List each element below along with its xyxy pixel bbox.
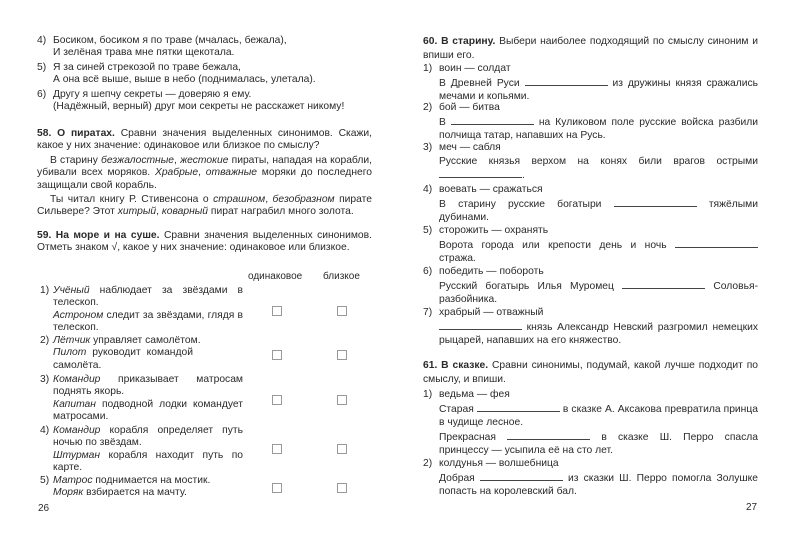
exercise-instruction: Сравни синонимы, подумай, какой лучше подходит по смыслу, и впиши. — [423, 360, 758, 385]
text: тяжёлыми дубинами. — [439, 198, 758, 223]
poem-line: (Надёжный, верный) друг мои секреты не расскажет никому! — [53, 101, 345, 113]
exercise-58-paragraph-2 — [37, 194, 372, 219]
checkbox-row4-close[interactable] — [337, 444, 347, 454]
item-number: 5) — [40, 475, 50, 486]
text: в сказке А. Аксакова превратила принца в чудище лесное. — [439, 403, 758, 428]
synonym: Моряк — [53, 487, 84, 499]
text: моряки до последнего защищали свой корабль. — [37, 167, 372, 191]
synonym: страшном — [213, 194, 266, 205]
poem-line: Босиком, босиком я по траве (мчалась, бежала), — [53, 35, 287, 46]
text: Старая — [439, 403, 477, 415]
text: князь Александр Невский разгромил немецких рыцарей, напавших на его княжество. — [439, 321, 758, 346]
text: приказывает матросам поднять якорь. — [53, 374, 243, 398]
exercise-title: 59. На море и на суше. — [37, 230, 160, 241]
exercise-58-heading — [37, 128, 372, 153]
synonym: Штурман — [53, 449, 101, 461]
item-number: 4) — [40, 425, 50, 436]
exercise-60-item-2 — [423, 101, 758, 143]
exercise-59-row-1 — [37, 285, 372, 334]
synonym: Пилот — [53, 347, 87, 359]
exercise-59-heading — [37, 230, 372, 255]
text: , — [174, 155, 181, 166]
text: подводной лодки командует матросами. — [53, 398, 243, 422]
text: В — [439, 116, 451, 128]
answer-blank[interactable] — [614, 197, 697, 207]
text: . — [522, 170, 525, 181]
exercise-60-item-5 — [423, 224, 758, 266]
synonym-pair: сторожить — охранять — [439, 225, 549, 236]
item-number: 3) — [423, 142, 433, 153]
text: Русский богатырь Илья Муромец — [439, 280, 623, 292]
synonym: безжалостные — [101, 155, 175, 166]
exercise-59-row-3 — [37, 374, 372, 423]
exercise-60-item-6 — [423, 265, 758, 307]
item-number: 1) — [40, 285, 50, 296]
answer-blank[interactable] — [451, 115, 534, 125]
column-header-same: одинаковое — [248, 271, 303, 282]
text: следит за звёздами, глядя в телескоп. — [53, 309, 243, 333]
poem-line: Я за синей стрекозой по траве бежала, — [53, 62, 241, 73]
item-number: 5) — [37, 62, 47, 73]
text: из сказки Ш. Перро помогла Золушке попасть на королевский бал. — [439, 472, 758, 497]
text: пираты, нападая на корабли, убивали всех моряков. — [37, 155, 372, 179]
exercise-title: 61. В сказке. — [423, 360, 489, 371]
exercise-60-heading — [423, 35, 758, 62]
text: В старину русские богатыри — [439, 198, 614, 210]
text: , — [265, 194, 273, 205]
text: управляет самолётом. — [90, 335, 201, 346]
exercise-59-row-2 — [37, 335, 372, 372]
poem-line: Другу я шепчу секреты — доверяю я ему. — [53, 89, 252, 100]
synonym: отважные — [205, 167, 257, 179]
page-number: 26 — [38, 503, 50, 514]
text: Ты читал книгу Р. Стивенсона о — [50, 194, 214, 205]
text: поднимается на мостик. — [92, 475, 211, 486]
synonym: коварный — [161, 206, 209, 218]
synonym: Лётчик — [53, 335, 91, 346]
text: , — [198, 167, 206, 179]
poem-item-6 — [37, 89, 372, 114]
column-header-close: близкое — [323, 271, 360, 282]
text: Русские князья верхом на конях били врагов острыми — [439, 155, 758, 167]
text: Ворота города или крепости день и ночь — [439, 239, 675, 251]
synonym-pair: воин — солдат — [439, 63, 511, 74]
checkbox-row1-same[interactable] — [272, 306, 282, 316]
text: В старину — [50, 155, 102, 166]
checkbox-row4-same[interactable] — [272, 444, 282, 454]
answer-blank[interactable] — [439, 320, 522, 330]
checkbox-row1-close[interactable] — [337, 306, 347, 316]
synonym-pair: колдунья — волшебница — [439, 458, 559, 469]
answer-blank[interactable] — [477, 402, 560, 412]
exercise-title: 60. В старину. — [423, 36, 496, 47]
exercise-61-item-2 — [423, 457, 758, 499]
checkbox-row2-same[interactable] — [272, 350, 282, 360]
exercise-instruction: Сравни значения выделенных синонимов. Отметь знаком √, какое у них значение: одинаковое или близкое. — [37, 230, 372, 254]
exercise-58-paragraph-1 — [37, 155, 372, 192]
item-number: 4) — [423, 184, 433, 195]
synonym-pair: ведьма — фея — [439, 389, 510, 400]
synonym-pair: воевать — сражаться — [439, 184, 543, 195]
synonym-pair: бой — битва — [439, 102, 500, 113]
poem-line: И зелёная трава мне пятки щекотала. — [53, 47, 235, 59]
text: , — [156, 206, 162, 218]
text: на Куликовом поле русские войска разбили полчища татар, напавших на Русь. — [439, 116, 758, 141]
text: пират награбил много золота. — [208, 206, 354, 218]
checkbox-row5-same[interactable] — [272, 483, 282, 493]
text: корабля находит путь по карте. — [53, 449, 243, 473]
poem-item-4 — [37, 35, 372, 60]
item-number: 5) — [423, 225, 433, 236]
exercise-60-item-7 — [423, 306, 758, 348]
synonym: хитрый — [117, 206, 157, 218]
item-number: 2) — [40, 335, 50, 346]
synonym-pair: меч — сабля — [439, 142, 501, 153]
exercise-instruction: Выбери наиболее подходящий по смыслу синоним и впиши его. — [423, 36, 758, 61]
exercise-59-row-5 — [37, 475, 372, 500]
exercise-61-item-1 — [423, 388, 758, 458]
checkbox-row2-close[interactable] — [337, 350, 347, 360]
page-number: 27 — [746, 502, 758, 513]
text: пирате Сильвере? Этот — [37, 194, 372, 218]
exercise-60-item-1 — [423, 62, 758, 104]
exercise-61-heading — [423, 359, 758, 386]
poem-item-5 — [37, 62, 372, 87]
exercise-59-row-4 — [37, 425, 372, 474]
item-number: 1) — [423, 63, 433, 74]
checkbox-row3-same[interactable] — [272, 395, 282, 405]
exercise-title: 58. О пиратах. — [37, 128, 115, 139]
text: руководит командой самолёта. — [53, 347, 193, 371]
text: из дружины князя сражались мечами и копьями. — [439, 77, 758, 102]
answer-blank[interactable] — [675, 238, 758, 248]
text: Соловья-разбойника. — [439, 280, 758, 305]
answer-blank[interactable] — [507, 430, 590, 440]
synonym-pair: победить — побороть — [439, 266, 544, 277]
item-number: 4) — [37, 35, 47, 46]
synonym-pair: храбрый — отважный — [439, 307, 544, 318]
answer-blank[interactable] — [525, 76, 608, 86]
synonym: безобразном — [272, 194, 335, 205]
exercise-instruction: Сравни значения выделенных синонимов. Скажи, какое у них значение: одинаковое или близкое по смыслу? — [37, 128, 372, 152]
synonym: Храбрые — [154, 167, 199, 179]
text: Добрая — [439, 472, 480, 484]
synonym: Командир — [53, 425, 101, 436]
item-number: 2) — [423, 458, 433, 469]
text: Прекрасная — [439, 431, 508, 443]
item-number: 6) — [423, 266, 433, 277]
item-number: 3) — [40, 374, 50, 385]
answer-blank[interactable] — [622, 279, 705, 289]
item-number: 1) — [423, 389, 433, 400]
exercise-60-item-3 — [423, 141, 758, 183]
synonym: Капитан — [53, 398, 96, 410]
synonym: Командир — [53, 374, 101, 385]
text: В Древней Руси — [439, 77, 525, 89]
text: взбирается на мачту. — [83, 487, 187, 499]
item-number: 7) — [423, 307, 433, 318]
text: корабля определяет путь ночью по звёздам. — [53, 425, 243, 449]
checkbox-row3-close[interactable] — [337, 395, 347, 405]
answer-blank[interactable] — [439, 168, 522, 178]
poem-line: А она всё выше, выше в небо (поднималась, улетала). — [53, 74, 316, 86]
answer-blank[interactable] — [480, 471, 563, 481]
text: стража. — [439, 253, 476, 264]
text: наблюдает за звёздами в телескоп. — [53, 285, 243, 309]
exercise-60-item-4 — [423, 183, 758, 225]
synonym: Астроном — [53, 309, 104, 321]
text: в сказке Ш. Перро спасла принцессу — усыпила её на сто лет. — [439, 431, 759, 456]
synonym: жестокие — [180, 155, 229, 166]
synonym: Учёный — [53, 285, 90, 296]
item-number: 2) — [423, 102, 433, 113]
synonym: Матрос — [53, 475, 93, 486]
checkbox-row5-close[interactable] — [337, 483, 347, 493]
item-number: 6) — [37, 89, 47, 100]
